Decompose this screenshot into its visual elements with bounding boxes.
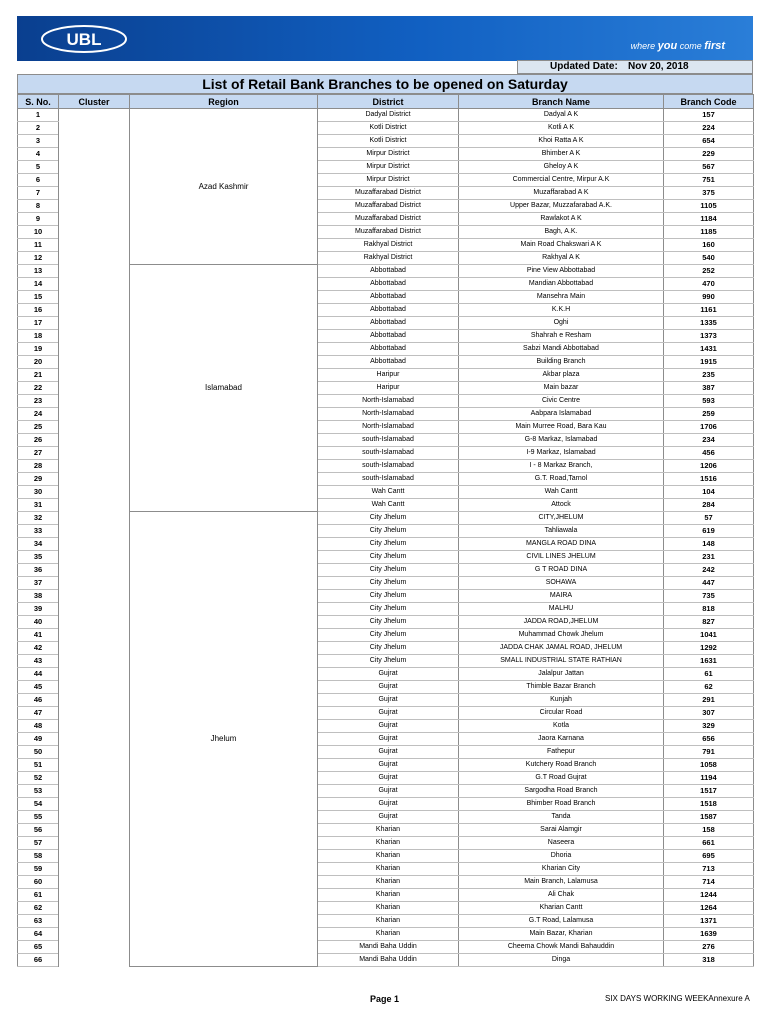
cell-district: Wah Cantt [318,486,459,499]
cell-district: City Jhelum [318,538,459,551]
cell-branch-name: Fathepur [459,746,664,759]
cell-branch-code: 654 [664,135,754,148]
cell-sno: 22 [18,382,59,395]
cell-branch-name: Kharian Cantt [459,902,664,915]
cell-sno: 49 [18,733,59,746]
page-title: List of Retail Bank Branches to be opened on Saturday [17,74,753,94]
cell-branch-code: 291 [664,694,754,707]
cell-branch-name: Khoi Ratta A K [459,135,664,148]
cell-branch-code: 224 [664,122,754,135]
cell-sno: 8 [18,200,59,213]
cell-sno: 27 [18,447,59,460]
cell-district: City Jhelum [318,564,459,577]
cell-district: City Jhelum [318,525,459,538]
cell-branch-name: Dhoria [459,850,664,863]
cell-sno: 47 [18,707,59,720]
col-cluster: Cluster [59,95,130,109]
cell-branch-code: 1206 [664,460,754,473]
cell-sno: 64 [18,928,59,941]
cell-branch-code: 231 [664,551,754,564]
cell-branch-name: Main Bazar, Kharian [459,928,664,941]
cell-district: Gujrat [318,720,459,733]
cell-branch-name: Gheloy A K [459,161,664,174]
cell-branch-code: 714 [664,876,754,889]
cell-sno: 13 [18,265,59,278]
cell-sno: 2 [18,122,59,135]
cell-sno: 30 [18,486,59,499]
cell-sno: 45 [18,681,59,694]
cell-branch-name: MAIRA [459,590,664,603]
cell-branch-name: Pine View Abbottabad [459,265,664,278]
cell-sno: 40 [18,616,59,629]
cell-district: Mirpur District [318,148,459,161]
cell-branch-code: 1185 [664,226,754,239]
cell-branch-name: Bhimber Road Branch [459,798,664,811]
cell-branch-name: CIVIL LINES JHELUM [459,551,664,564]
logo-text: UBL [66,30,102,49]
cell-branch-code: 1184 [664,213,754,226]
cell-sno: 24 [18,408,59,421]
cell-district: City Jhelum [318,629,459,642]
cell-district: Kharian [318,837,459,850]
cell-branch-code: 1516 [664,473,754,486]
tagline-em: you [657,40,678,52]
cell-branch-code: 1706 [664,421,754,434]
cell-district: Mirpur District [318,174,459,187]
cell-sno: 35 [18,551,59,564]
cell-branch-code: 329 [664,720,754,733]
cell-branch-name: Sargodha Road Branch [459,785,664,798]
cell-district: south-Islamabad [318,447,459,460]
cell-branch-name: JADDA CHAK JAMAL ROAD, JHELUM [459,642,664,655]
cell-sno: 55 [18,811,59,824]
cell-branch-name: Kotla [459,720,664,733]
cell-branch-name: Bagh, A.K. [459,226,664,239]
cell-district: Abbottabad [318,356,459,369]
cell-sno: 7 [18,187,59,200]
cell-branch-code: 1373 [664,330,754,343]
cell-district: Gujrat [318,772,459,785]
cell-district: City Jhelum [318,551,459,564]
cell-branch-name: Muzaffarabad A K [459,187,664,200]
cell-branch-code: 593 [664,395,754,408]
cell-branch-name: Circular Road [459,707,664,720]
cell-branch-name: Main Murree Road, Bara Kau [459,421,664,434]
cell-branch-code: 57 [664,512,754,525]
cell-branch-code: 387 [664,382,754,395]
cell-sno: 42 [18,642,59,655]
cell-district: Abbottabad [318,317,459,330]
cell-branch-code: 447 [664,577,754,590]
cell-branch-code: 1517 [664,785,754,798]
cell-district: Kotli District [318,135,459,148]
cell-sno: 58 [18,850,59,863]
cell-branch-code: 1264 [664,902,754,915]
cell-sno: 25 [18,421,59,434]
cell-sno: 59 [18,863,59,876]
tagline-mid: come [679,41,702,51]
cell-district: Abbottabad [318,304,459,317]
cell-district: Gujrat [318,759,459,772]
cell-sno: 17 [18,317,59,330]
footer-note: SIX DAYS WORKING WEEKAnnexure A [605,994,750,1003]
cell-district: Gujrat [318,707,459,720]
cell-sno: 19 [18,343,59,356]
cell-sno: 46 [18,694,59,707]
cell-branch-code: 1335 [664,317,754,330]
cell-district: Kotli District [318,122,459,135]
cell-district: Rakhyal District [318,239,459,252]
cell-sno: 28 [18,460,59,473]
table-body [18,109,754,967]
cell-district: Mandi Baha Uddin [318,954,459,967]
cell-branch-name: Tahliawala [459,525,664,538]
cell-branch-code: 1161 [664,304,754,317]
cell-branch-name: CITY,JHELUM [459,512,664,525]
cell-sno: 6 [18,174,59,187]
cell-branch-name: Mansehra Main [459,291,664,304]
cell-branch-code: 229 [664,148,754,161]
page-number: Page 1 [370,994,400,1004]
cell-branch-code: 818 [664,603,754,616]
cell-sno: 21 [18,369,59,382]
cell-sno: 33 [18,525,59,538]
tagline-end: first [704,40,725,52]
cell-branch-code: 1915 [664,356,754,369]
updated-date-value: Nov 20, 2018 [628,61,689,72]
table-header-row [18,95,754,109]
cell-branch-name: Naseera [459,837,664,850]
cell-branch-name: Shahrah e Resham [459,330,664,343]
cell-branch-code: 1587 [664,811,754,824]
cell-district: Abbottabad [318,343,459,356]
col-region: Region [130,95,318,109]
updated-date-box [517,60,753,74]
cell-district: Mirpur District [318,161,459,174]
cell-district: Gujrat [318,798,459,811]
cell-district: Muzaffarabad District [318,187,459,200]
cell-sno: 1 [18,109,59,122]
cell-branch-name: Kharian City [459,863,664,876]
cell-district: Kharian [318,863,459,876]
cell-branch-name: Kotli A K [459,122,664,135]
cell-sno: 44 [18,668,59,681]
cell-district: Gujrat [318,785,459,798]
cell-sno: 14 [18,278,59,291]
cell-branch-code: 104 [664,486,754,499]
cell-cluster [59,109,130,967]
cell-branch-code: 1194 [664,772,754,785]
cell-branch-name: Muhammad Chowk Jhelum [459,629,664,642]
cell-branch-name: SOHAWA [459,577,664,590]
cell-district: Rakhyal District [318,252,459,265]
cell-sno: 60 [18,876,59,889]
cell-district: Muzaffarabad District [318,213,459,226]
cell-branch-name: Thimble Bazar Branch [459,681,664,694]
cell-branch-code: 1292 [664,642,754,655]
cell-branch-name: Oghi [459,317,664,330]
cell-district: Kharian [318,902,459,915]
cell-sno: 48 [18,720,59,733]
cell-branch-code: 252 [664,265,754,278]
cell-sno: 4 [18,148,59,161]
cell-branch-code: 259 [664,408,754,421]
cell-branch-code: 157 [664,109,754,122]
cell-branch-code: 1058 [664,759,754,772]
cell-sno: 18 [18,330,59,343]
cell-sno: 62 [18,902,59,915]
cell-sno: 20 [18,356,59,369]
cell-district: City Jhelum [318,655,459,668]
branch-table [17,94,754,967]
col-district: District [318,95,459,109]
col-sno: S. No. [18,95,59,109]
cell-branch-name: Upper Bazar, Muzzafarabad A.K. [459,200,664,213]
cell-district: Kharian [318,889,459,902]
cell-sno: 63 [18,915,59,928]
cell-district: Haripur [318,382,459,395]
cell-sno: 50 [18,746,59,759]
cell-district: Gujrat [318,681,459,694]
cell-branch-name: Rawlakot A K [459,213,664,226]
cell-district: Gujrat [318,733,459,746]
cell-branch-name: Main Branch, Lalamusa [459,876,664,889]
cell-district: Gujrat [318,811,459,824]
cell-branch-name: Rakhyal A K [459,252,664,265]
cell-branch-name: I - 8 Markaz Branch, [459,460,664,473]
cell-sno: 16 [18,304,59,317]
cell-branch-code: 1631 [664,655,754,668]
cell-sno: 56 [18,824,59,837]
cell-branch-code: 158 [664,824,754,837]
cell-branch-code: 1244 [664,889,754,902]
cell-branch-code: 61 [664,668,754,681]
cell-branch-code: 713 [664,863,754,876]
cell-branch-name: Tanda [459,811,664,824]
cell-region: Azad Kashmir [130,109,318,265]
cell-district: south-Islamabad [318,473,459,486]
cell-sno: 23 [18,395,59,408]
cell-branch-code: 456 [664,447,754,460]
cell-branch-code: 284 [664,499,754,512]
cell-sno: 32 [18,512,59,525]
cell-branch-name: Dadyal A K [459,109,664,122]
cell-region: Islamabad [130,265,318,512]
cell-district: south-Islamabad [318,434,459,447]
cell-district: City Jhelum [318,590,459,603]
cell-district: Abbottabad [318,278,459,291]
cell-branch-code: 791 [664,746,754,759]
cell-branch-code: 1431 [664,343,754,356]
cell-sno: 29 [18,473,59,486]
cell-branch-name: JADDA ROAD,JHELUM [459,616,664,629]
cell-district: Mandi Baha Uddin [318,941,459,954]
cell-district: Wah Cantt [318,499,459,512]
cell-branch-code: 567 [664,161,754,174]
cell-district: City Jhelum [318,616,459,629]
updated-date-label: Updated Date: [550,61,618,72]
cell-sno: 9 [18,213,59,226]
cell-branch-code: 751 [664,174,754,187]
cell-sno: 66 [18,954,59,967]
cell-branch-code: 276 [664,941,754,954]
cell-sno: 15 [18,291,59,304]
cell-branch-code: 470 [664,278,754,291]
cell-sno: 39 [18,603,59,616]
cell-branch-code: 540 [664,252,754,265]
cell-branch-name: Sabzi Mandi Abbottabad [459,343,664,356]
cell-branch-name: Cheema Chowk Mandi Bahauddin [459,941,664,954]
cell-branch-code: 735 [664,590,754,603]
cell-sno: 26 [18,434,59,447]
col-branch-code: Branch Code [664,95,754,109]
cell-branch-name: Jalalpur Jattan [459,668,664,681]
cell-branch-code: 160 [664,239,754,252]
cell-branch-code: 235 [664,369,754,382]
cell-sno: 34 [18,538,59,551]
cell-district: Dadyal District [318,109,459,122]
cell-district: Kharian [318,824,459,837]
cell-district: Abbottabad [318,330,459,343]
cell-branch-name: Bhimber A K [459,148,664,161]
cell-branch-code: 242 [664,564,754,577]
cell-sno: 36 [18,564,59,577]
tagline-pre: where [630,41,656,51]
cell-branch-name: SMALL INDUSTRIAL STATE RATHIAN [459,655,664,668]
cell-branch-code: 1518 [664,798,754,811]
cell-sno: 61 [18,889,59,902]
cell-sno: 5 [18,161,59,174]
cell-branch-code: 307 [664,707,754,720]
cell-sno: 53 [18,785,59,798]
cell-branch-name: Civic Centre [459,395,664,408]
cell-branch-code: 1371 [664,915,754,928]
cell-region: Jhelum [130,512,318,967]
cell-sno: 10 [18,226,59,239]
cell-branch-name: Ali Chak [459,889,664,902]
cell-branch-code: 661 [664,837,754,850]
cell-district: City Jhelum [318,577,459,590]
cell-sno: 12 [18,252,59,265]
cell-district: Gujrat [318,668,459,681]
cell-district: south-Islamabad [318,460,459,473]
cell-branch-code: 318 [664,954,754,967]
cell-branch-code: 656 [664,733,754,746]
cell-district: Abbottabad [318,265,459,278]
cell-branch-name: G.T Road, Lalamusa [459,915,664,928]
cell-sno: 41 [18,629,59,642]
cell-district: Kharian [318,928,459,941]
cell-district: Gujrat [318,746,459,759]
cell-district: North-Islamabad [318,395,459,408]
cell-branch-name: Kutchery Road Branch [459,759,664,772]
cell-district: Muzaffarabad District [318,226,459,239]
tagline [631,40,725,52]
cell-district: Gujrat [318,694,459,707]
cell-branch-name: Main bazar [459,382,664,395]
cell-branch-name: Dinga [459,954,664,967]
cell-branch-code: 990 [664,291,754,304]
cell-branch-name: Attock [459,499,664,512]
cell-branch-name: Aabpara Islamabad [459,408,664,421]
cell-branch-name: G-8 Markaz, Islamabad [459,434,664,447]
cell-district: Haripur [318,369,459,382]
cell-branch-code: 62 [664,681,754,694]
cell-branch-name: G T ROAD DINA [459,564,664,577]
cell-sno: 11 [18,239,59,252]
cell-district: City Jhelum [318,603,459,616]
cell-branch-name: Building Branch [459,356,664,369]
cell-branch-code: 619 [664,525,754,538]
cell-branch-name: Jaora Karnana [459,733,664,746]
cell-sno: 52 [18,772,59,785]
ubl-logo-icon [39,24,129,54]
table-row [18,109,754,122]
cell-branch-code: 1639 [664,928,754,941]
cell-sno: 57 [18,837,59,850]
cell-branch-name: Main Road Chakswari A K [459,239,664,252]
cell-branch-code: 1105 [664,200,754,213]
cell-sno: 43 [18,655,59,668]
cell-branch-name: G.T. Road,Tarnol [459,473,664,486]
cell-branch-code: 375 [664,187,754,200]
cell-branch-name: Kunjah [459,694,664,707]
cell-branch-name: MANGLA ROAD DINA [459,538,664,551]
cell-sno: 31 [18,499,59,512]
cell-district: Muzaffarabad District [318,200,459,213]
brand-banner [17,16,753,61]
cell-branch-code: 234 [664,434,754,447]
cell-district: Kharian [318,876,459,889]
cell-sno: 38 [18,590,59,603]
cell-sno: 3 [18,135,59,148]
cell-district: Kharian [318,850,459,863]
cell-branch-name: K.K.H [459,304,664,317]
cell-branch-code: 695 [664,850,754,863]
col-branch-name: Branch Name [459,95,664,109]
cell-branch-name: I-9 Markaz, Islamabad [459,447,664,460]
cell-branch-code: 827 [664,616,754,629]
cell-district: North-Islamabad [318,421,459,434]
cell-district: Kharian [318,915,459,928]
cell-branch-name: Mandian Abbottabad [459,278,664,291]
cell-district: City Jhelum [318,642,459,655]
cell-sno: 54 [18,798,59,811]
cell-district: City Jhelum [318,512,459,525]
cell-branch-name: Akbar plaza [459,369,664,382]
cell-district: North-Islamabad [318,408,459,421]
cell-sno: 37 [18,577,59,590]
cell-branch-code: 1041 [664,629,754,642]
cell-branch-name: Wah Cantt [459,486,664,499]
cell-sno: 51 [18,759,59,772]
cell-branch-name: G.T Road Gujrat [459,772,664,785]
cell-branch-name: Sarai Alamgir [459,824,664,837]
cell-branch-name: Commercial Centre, Mirpur A.K [459,174,664,187]
cell-sno: 65 [18,941,59,954]
cell-branch-name: MALHU [459,603,664,616]
cell-branch-code: 148 [664,538,754,551]
cell-district: Abbottabad [318,291,459,304]
